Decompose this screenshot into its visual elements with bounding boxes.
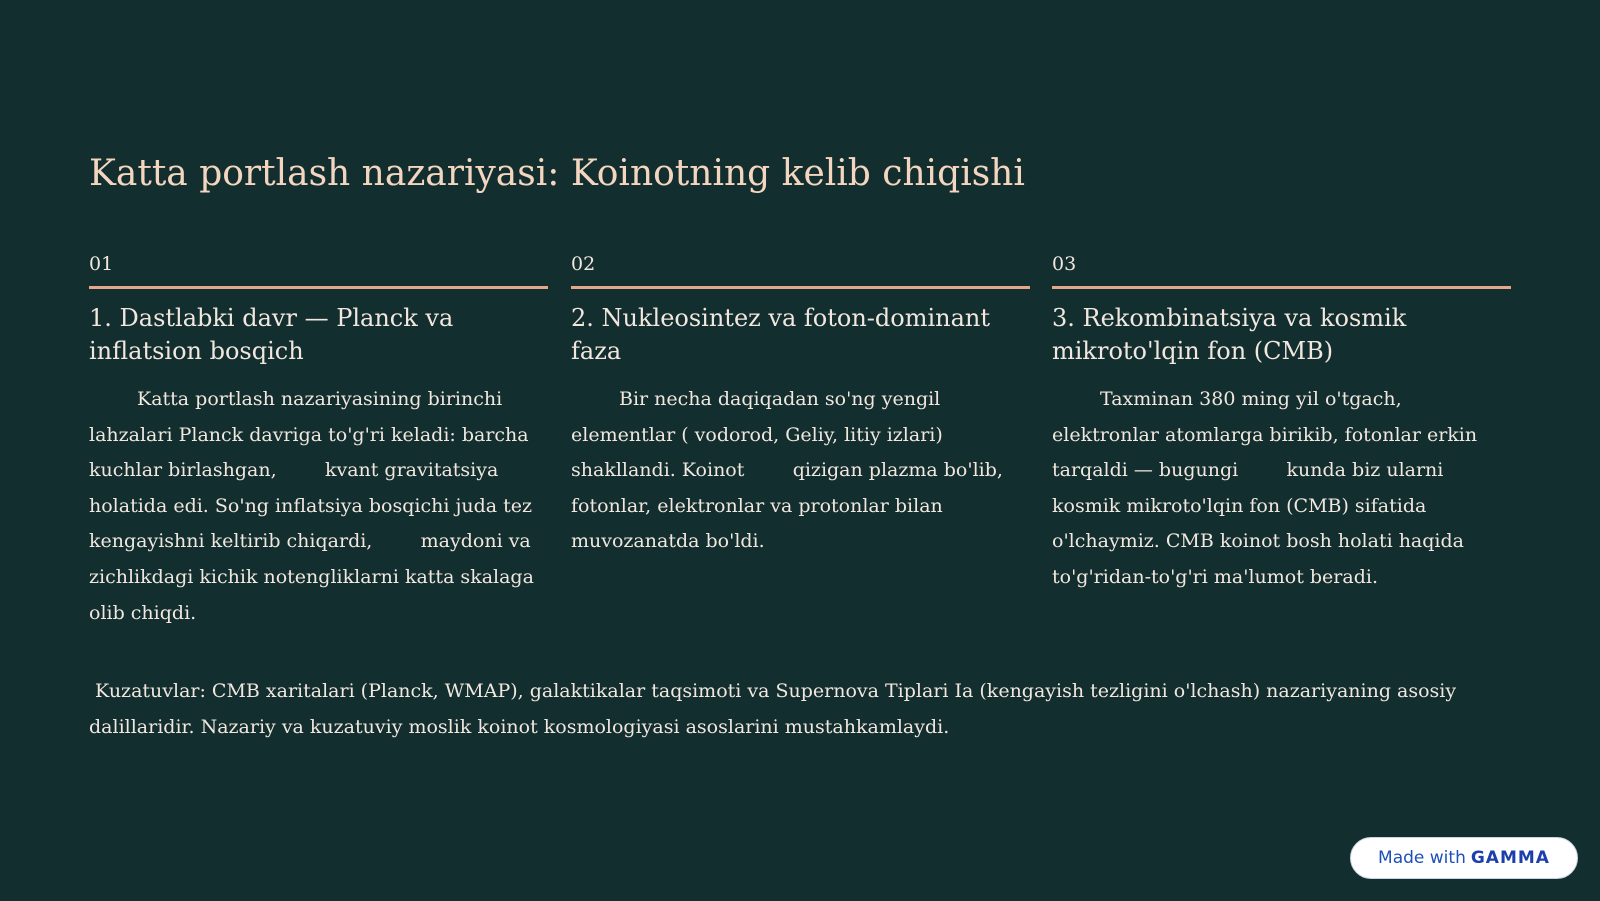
column-heading: 1. Dastlabki davr — Planck va inflatsion bosqich [89, 304, 454, 365]
column-number: 03 [1052, 250, 1511, 289]
slide-title: Katta portlash nazariyasi: Koinotning kelib chiqishi [89, 153, 1025, 194]
badge-prefix: Made with [1378, 848, 1466, 868]
column-body: Taxminan 380 ming yil o'tgach, elektronlar atomlarga birikib, fotonlar erkin tarqaldi — bugungi kunda biz ularni kosmik mikroto'lqin fon (CMB) sifatida o'lchaymiz. CMB koinot bosh holati haqida to'g'ridan-to'g'ri ma'lumot beradi. [1052, 388, 1478, 588]
column-3 [1052, 250, 1511, 596]
made-with-gamma-badge[interactable] [1350, 837, 1578, 879]
column-heading: 3. Rekombinatsiya va kosmik mikroto'lqin fon (CMB) [1052, 304, 1407, 365]
observations-text: Kuzatuvlar: CMB xaritalari (Planck, WMAP), galaktikalar taqsimoti va Supernova Tiplari Ia (kengayish tezligini o'lchash) nazariyaning asosiy dalillaridir. Nazariy va kuzatuviy moslik koinot kosmologiyasi asoslarini mustahkamlaydi. [89, 680, 1457, 738]
column-2 [571, 250, 1030, 560]
column-body: Bir necha daqiqadan so'ng yengil elementlar ( vodorod, Geliy, litiy izlari) shakllandi. Koinot qizigan plazma bo'lib, fotonlar, elektronlar va protonlar bilan muvozanatda bo'ldi. [571, 388, 1003, 553]
column-number: 01 [89, 250, 548, 289]
column-number: 02 [571, 250, 1030, 289]
column-1 [89, 250, 548, 631]
gamma-logo: GAMMA [1470, 848, 1550, 868]
column-heading: 2. Nukleosintez va foton-dominant faza [571, 304, 991, 365]
column-body: Katta portlash nazariyasining birinchi lahzalari Planck davriga to'g'ri keladi: barcha kuchlar birlashgan, kvant gravitatsiya holatida edi. So'ng inflatsiya bosqichi juda tez kengayishni keltirib chiqardi, maydoni va zichlikdagi kichik notengliklarni katta skalaga olib chiqdi. [89, 388, 534, 624]
